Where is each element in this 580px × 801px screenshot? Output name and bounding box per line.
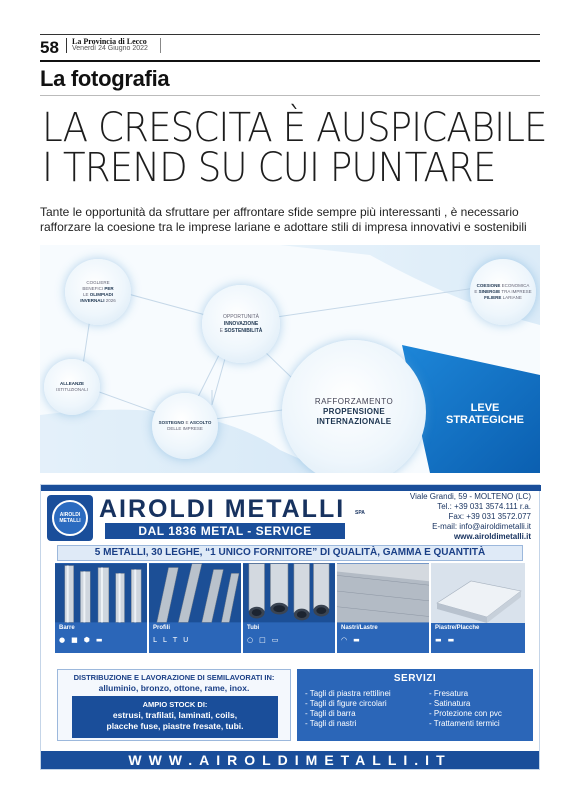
since-banner: DAL 1836 METAL - SERVICE [105,523,345,539]
header-divider-right [160,38,161,53]
product-piastre-placche: Piastre/Placche ▬ ▬ [431,563,525,653]
stock-title: AMPIO STOCK DI: [142,700,208,709]
brand-spa: SPA [355,510,365,516]
stock-line-1: estrusi, trafilati, laminati, coils, [112,710,238,720]
company-logo [47,495,93,541]
nastri-image [337,563,429,623]
logo-ring: AIROLDI METALLI [52,500,88,536]
ad-top-bar [41,485,541,491]
email: E-mail: info@airoldimetalli.it [432,522,531,531]
circle-sostegno: SOSTEGNO E ASCOLTO DELLE IMPRESE [152,393,218,459]
products-strip [55,563,525,653]
subheadline: Tante le opportunità da sfruttare per affrontare sfide sempre più interessanti , è necessario rafforzare la coesione tra le imprese lariane e adottare stili di impresa innovativi e sostenibili [40,205,527,234]
services-title: SERVIZI [393,673,437,684]
infographic [40,245,540,473]
brand-name: AIROLDI METALLI [99,495,346,523]
website-banner[interactable]: WWW.AIROLDIMETALLI.IT [41,751,539,769]
tubi-image [243,563,335,623]
section-title: La fotografia [40,66,170,91]
profili-shape-icons: L L T U [153,635,189,644]
distribution-box [57,669,291,741]
barre-image [55,563,147,623]
advertisement [40,484,540,770]
circle-opportunita: OPPORTUNITÀ INNOVAZIONE E SOSTENIBILITÀ [202,285,280,363]
tubi-shape-icons: ○ □ ▭ [247,635,279,644]
distribution-title: DISTRIBUZIONE E LAVORAZIONE DI SEMILAVORATI IN: [73,673,275,682]
stock-line-2: placche fuse, piastre fresate, tubi. [106,721,244,731]
page-number: 58 [40,38,59,57]
stock-box [72,696,278,738]
section-rule-bottom [40,95,540,96]
issue-date: Venerdì 24 Giugno 2022 [72,45,148,52]
newspaper-name: La Provincia di Lecco [72,37,147,46]
tagline-banner: 5 METALLI, 30 LEGHE, “1 UNICO FORNITORE” DI QUALITÀ, GAMMA E QUANTITÀ [57,545,523,561]
headline-line-1: LA CRESCITA È AUSPICABILE [42,105,547,151]
product-profili: Profili L L T U [149,563,243,653]
product-nastri-lastre: Nastri/Lastre ◠ ▬ [337,563,431,653]
services-right: - Fresatura - Satinatura - Protezione con pvc - Trattamenti termici [429,689,502,728]
circle-alleanze: ALLEANZE ISTITUZIONALI [44,359,100,415]
services-left: - Tagli di piastra rettilinei - Tagli di figure circolari - Tagli di barra - Tagli di nastri [305,689,391,728]
piastre-image [431,563,525,623]
nastri-shape-icons: ◠ ▬ [341,635,360,644]
barre-shape-icons: ● ■ ⬢ ▬ [59,635,103,644]
section-rule [40,60,540,62]
telephone: Tel.: +39 031 3574.111 r.a. [437,502,531,511]
header-divider [66,38,67,53]
fax: Fax: +39 031 3572.077 [448,512,531,521]
product-tubi: Tubi ○ □ ▭ [243,563,337,653]
headline-line-2: I TREND SU CUI PUNTARE [42,145,496,191]
piastre-shape-icons: ▬ ▬ [435,635,455,644]
leve-strategiche-label: LEVE STRATEGICHE [446,402,525,426]
services-box [297,669,533,741]
circle-internazionale: RAFFORZAMENTO PROPENSIONE INTERNAZIONALE [282,340,426,473]
website: www.airoldimetalli.it [453,532,531,541]
contact-block [410,492,531,542]
circle-coesione: COESIONE ECONOMICA E SINERGIE TRA IMPRESE FILIERE LARIANE [470,259,536,325]
distribution-metals: alluminio, bronzo, ottone, rame, inox. [98,683,250,693]
profili-image [149,563,241,623]
top-rule [40,34,540,35]
headline [42,105,547,191]
product-barre: Barre ● ■ ⬢ ▬ [55,563,149,653]
address: Viale Grandi, 59 - MOLTENO (LC) [409,492,531,501]
circle-olimpiadi: COGLIERE BENEFICI PER LE OLIMPIADI INVERNALI 2026 [65,259,131,325]
